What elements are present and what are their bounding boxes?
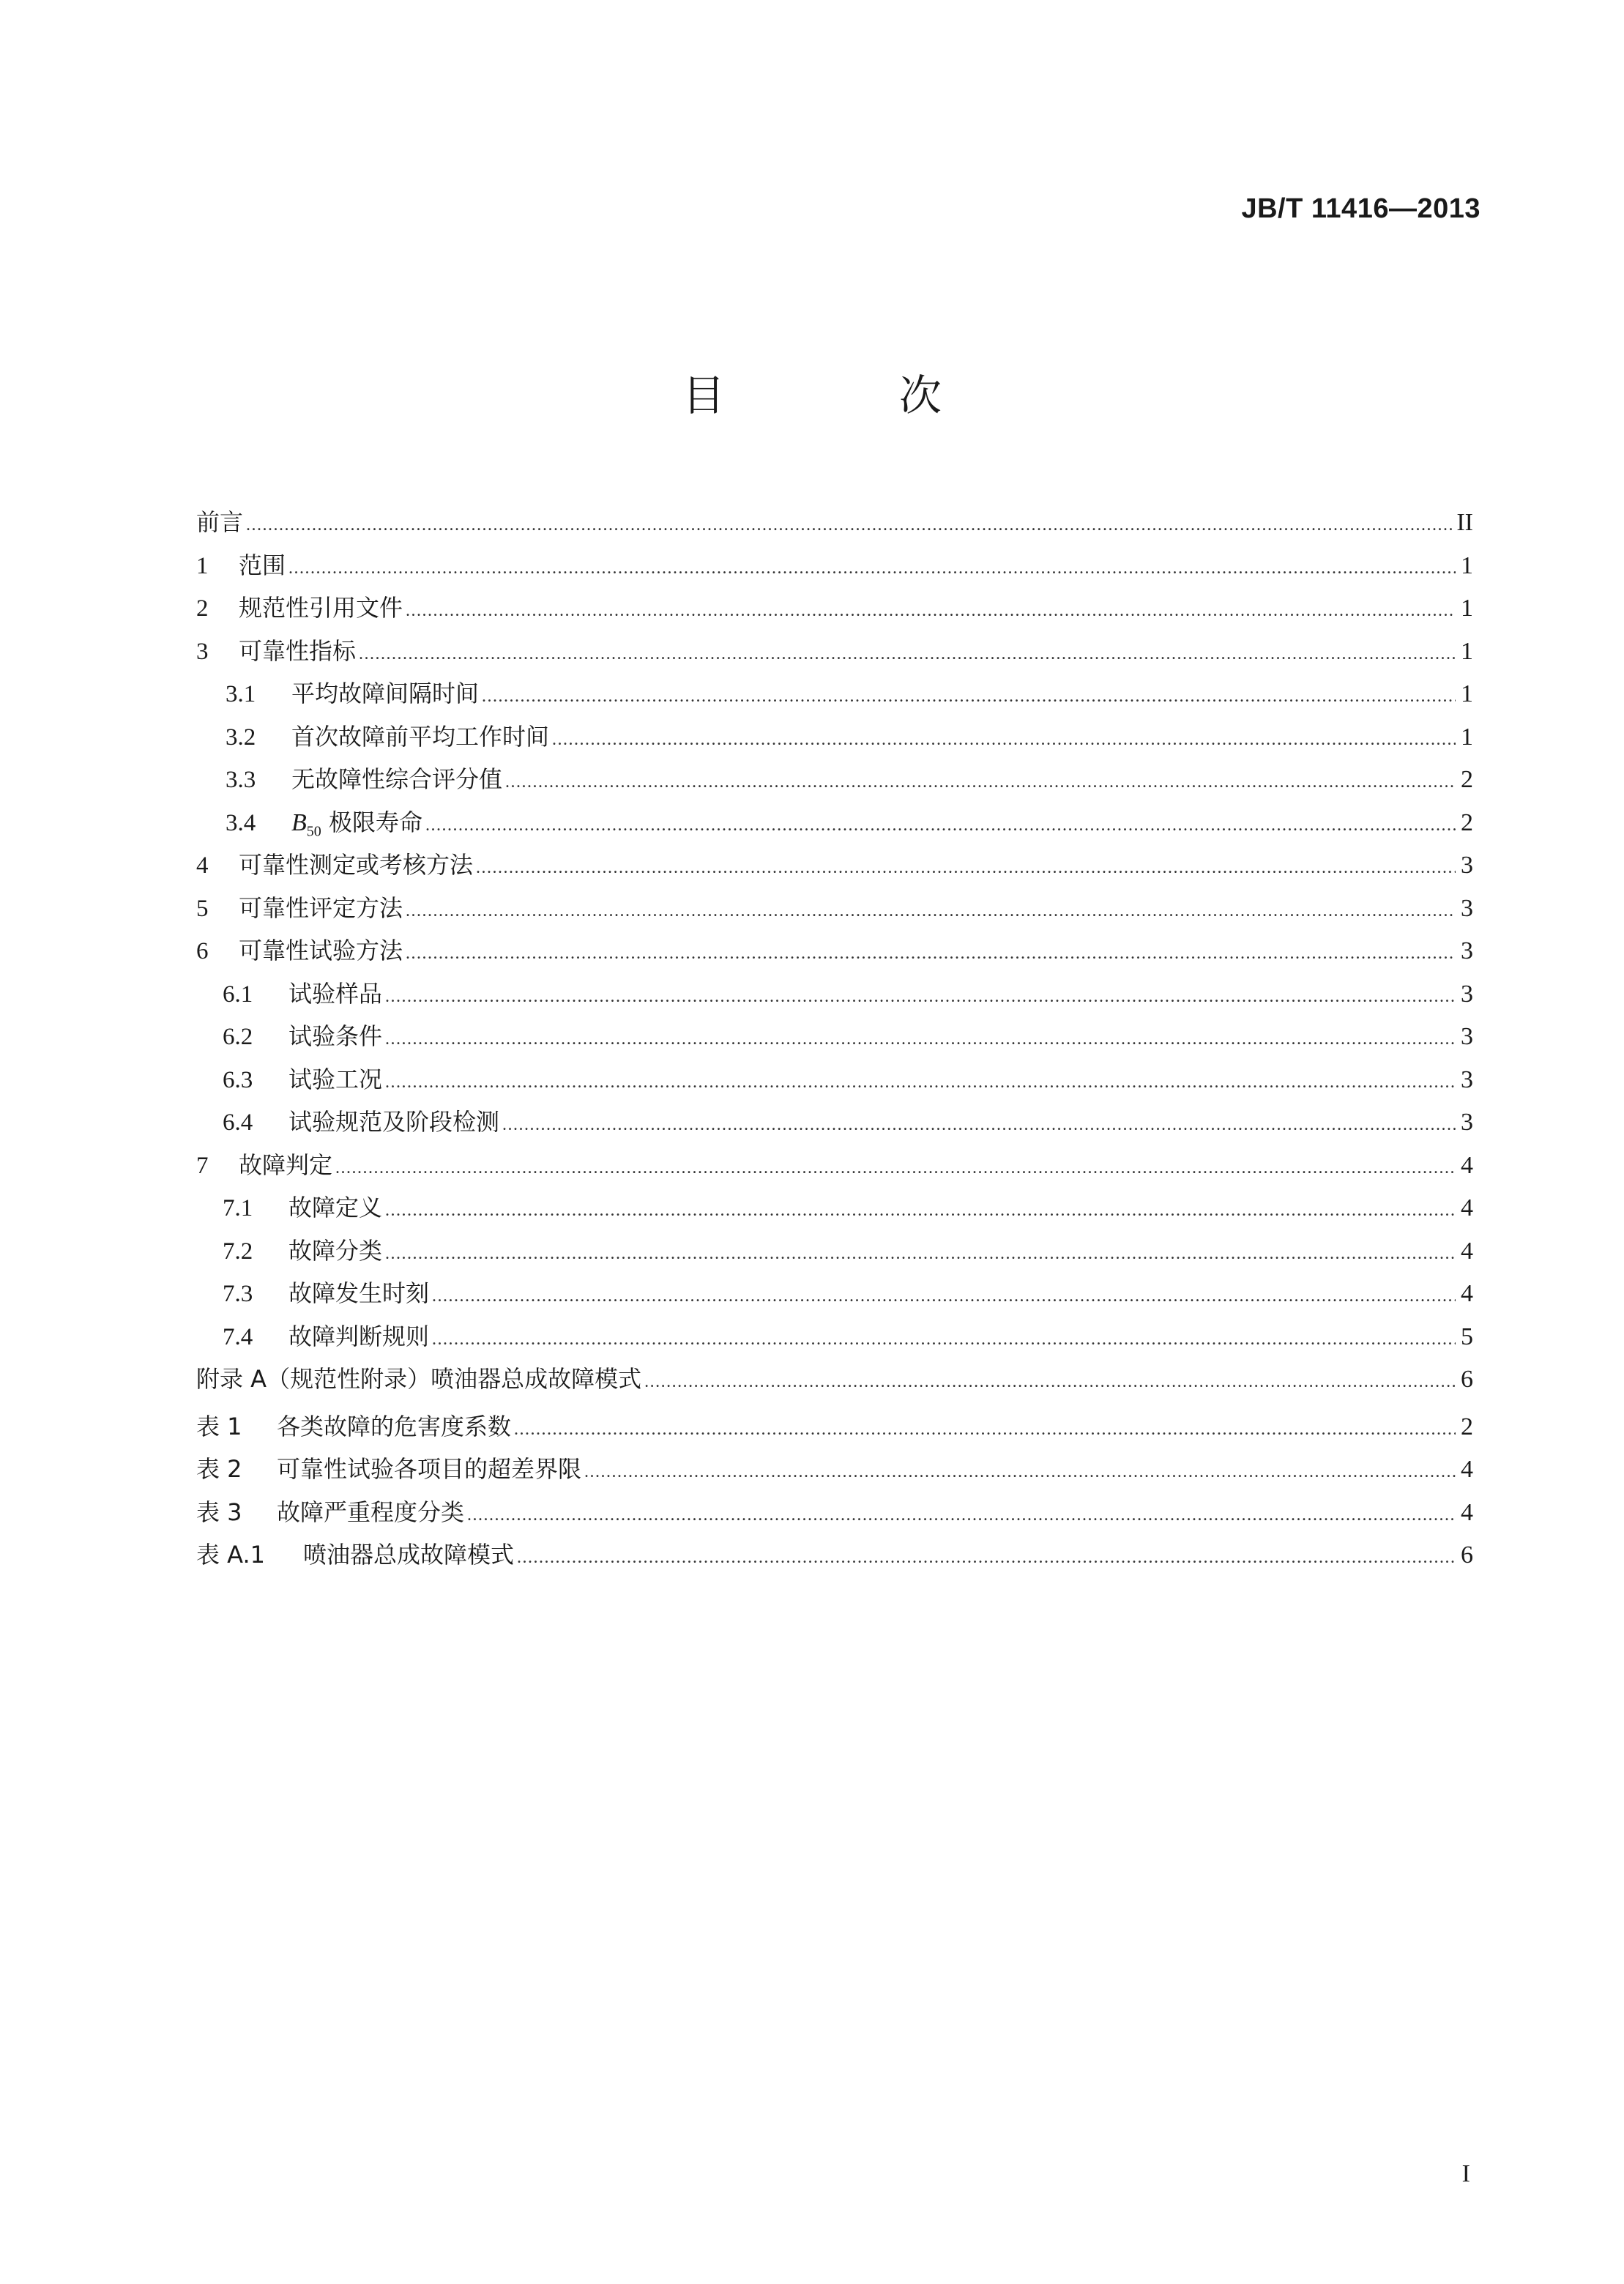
toc-entry-number: 6.1 bbox=[223, 981, 253, 1008]
toc-dot-leader bbox=[467, 1494, 1456, 1536]
toc-dot-leader bbox=[335, 1147, 1456, 1189]
toc-dot-leader bbox=[359, 633, 1456, 675]
toc-entry-table-2[interactable] bbox=[196, 1448, 1473, 1491]
toc-entry-number: 7 bbox=[196, 1152, 209, 1179]
toc-dot-leader bbox=[406, 890, 1456, 932]
toc-entry-3[interactable] bbox=[196, 630, 1473, 673]
toc-entry-label: 故障定义 bbox=[288, 1194, 383, 1221]
toc-entry-label: 附录 A（规范性附录）喷油器总成故障模式 bbox=[196, 1365, 642, 1393]
toc-entry-6-2[interactable] bbox=[196, 1015, 1473, 1058]
toc-entry-7[interactable] bbox=[196, 1144, 1473, 1187]
toc-entry-page: 4 bbox=[1461, 1280, 1473, 1307]
toc-dot-leader bbox=[517, 1536, 1456, 1579]
toc-entry-table-3[interactable] bbox=[196, 1491, 1473, 1534]
toc-entry-label: 故障分类 bbox=[288, 1236, 383, 1265]
toc-entry-7-4[interactable] bbox=[196, 1315, 1473, 1358]
toc-entry-number: 4 bbox=[196, 852, 209, 879]
toc-entry-2[interactable] bbox=[196, 587, 1473, 630]
toc-entry-page: 1 bbox=[1461, 723, 1473, 751]
toc-entry-page: 3 bbox=[1461, 1023, 1473, 1050]
toc-entry-label: 首次故障前平均工作时间 bbox=[291, 722, 550, 751]
toc-dot-leader bbox=[288, 547, 1456, 589]
toc-entry-number: 3.1 bbox=[226, 681, 256, 707]
toc-entry-page: 4 bbox=[1461, 1151, 1473, 1179]
toc-entry-6-3[interactable] bbox=[196, 1058, 1473, 1101]
toc-entry-number: 6.3 bbox=[223, 1066, 253, 1093]
toc-entry-7-2[interactable] bbox=[196, 1230, 1473, 1273]
toc-entry-appendix-a[interactable] bbox=[196, 1358, 1473, 1401]
toc-entry-page: 6 bbox=[1461, 1366, 1473, 1393]
toc-entry-page: 3 bbox=[1461, 980, 1473, 1008]
document-code: JB/T 11416—2013 bbox=[1241, 193, 1480, 224]
toc-entry-page: 2 bbox=[1461, 808, 1473, 836]
toc-entry-label: 试验规范及阶段检测 bbox=[288, 1108, 500, 1136]
toc-entry-page: 3 bbox=[1461, 894, 1473, 922]
toc-entry-number: 7.4 bbox=[223, 1323, 253, 1350]
page-number: I bbox=[1461, 2160, 1470, 2187]
toc-entry-number: 7.1 bbox=[223, 1195, 253, 1221]
toc-dot-leader bbox=[385, 1061, 1456, 1104]
toc-dot-leader bbox=[552, 718, 1456, 761]
toc-entry-label: 可靠性试验各项目的超差界限 bbox=[277, 1455, 582, 1483]
toc-entry-foreword[interactable] bbox=[196, 501, 1473, 544]
toc-dot-leader bbox=[385, 1018, 1456, 1060]
toc-entry-number: 3.3 bbox=[226, 767, 256, 793]
toc-entry-3-1[interactable] bbox=[196, 672, 1473, 715]
toc-dot-leader bbox=[482, 675, 1456, 718]
toc-entry-label: 可靠性评定方法 bbox=[239, 893, 403, 922]
toc-entry-1[interactable] bbox=[196, 544, 1473, 587]
toc-dot-leader bbox=[425, 804, 1456, 847]
toc-dot-leader bbox=[385, 975, 1456, 1018]
toc-entry-label: 范围 bbox=[239, 551, 286, 579]
toc-entry-label: 各类故障的危害度系数 bbox=[277, 1412, 512, 1440]
toc-entry-page: 5 bbox=[1461, 1323, 1473, 1350]
toc-entry-5[interactable] bbox=[196, 887, 1473, 930]
toc-entry-number: 6 bbox=[196, 938, 209, 964]
toc-entry-page: 4 bbox=[1461, 1194, 1473, 1221]
toc-entry-label: 无故障性综合评分值 bbox=[291, 765, 503, 793]
toc-dot-leader bbox=[385, 1232, 1456, 1275]
toc-dot-leader bbox=[432, 1318, 1456, 1361]
toc-entry-number: 2 bbox=[196, 595, 209, 622]
toc-dot-leader bbox=[505, 761, 1456, 803]
toc-entry-number: 3.4 bbox=[226, 809, 256, 836]
toc-entry-table-1[interactable] bbox=[196, 1405, 1473, 1448]
toc-entry-page: 1 bbox=[1461, 551, 1473, 579]
toc-entry-number: 7.2 bbox=[223, 1238, 253, 1265]
toc-entry-label: 试验样品 bbox=[288, 979, 383, 1008]
toc-dot-leader bbox=[502, 1104, 1456, 1146]
toc-entry-number: 1 bbox=[196, 552, 209, 579]
toc-entry-page: 4 bbox=[1461, 1498, 1473, 1526]
toc-entry-page: 2 bbox=[1461, 1413, 1473, 1440]
toc-entry-number: 表 A.1 bbox=[196, 1541, 266, 1569]
toc-dot-leader bbox=[406, 932, 1456, 975]
toc-entry-table-a-1[interactable] bbox=[196, 1533, 1473, 1577]
toc-entry-label: 喷油器总成故障模式 bbox=[303, 1541, 515, 1569]
toc-entry-page: 6 bbox=[1461, 1541, 1473, 1569]
toc-entry-page: 1 bbox=[1461, 595, 1473, 622]
toc-entry-number: 3 bbox=[196, 638, 209, 665]
toc-entry-label: 故障判断规则 bbox=[288, 1322, 430, 1350]
toc-entry-6-4[interactable] bbox=[196, 1101, 1473, 1144]
toc-entry-label: 故障发生时刻 bbox=[288, 1279, 430, 1307]
toc-entry-6[interactable] bbox=[196, 929, 1473, 972]
toc-entry-label: 可靠性指标 bbox=[239, 636, 357, 665]
toc-entry-label-text: 极限寿命 bbox=[328, 808, 422, 836]
toc-entry-label: 平均故障间隔时间 bbox=[291, 680, 480, 707]
toc-entry-4[interactable] bbox=[196, 844, 1473, 887]
toc-entry-label: 规范性引用文件 bbox=[239, 594, 403, 622]
toc-entry-number: 3.2 bbox=[226, 723, 256, 751]
toc-entry-page: 3 bbox=[1461, 937, 1473, 964]
toc-entry-3-2[interactable] bbox=[196, 715, 1473, 759]
toc-dot-leader bbox=[514, 1408, 1456, 1451]
toc-dot-leader bbox=[644, 1361, 1456, 1403]
toc-entry-number: 7.3 bbox=[223, 1281, 253, 1307]
table-of-contents bbox=[196, 501, 1473, 1577]
toc-dot-leader bbox=[385, 1189, 1456, 1232]
toc-entry-number: 表 1 bbox=[196, 1412, 242, 1440]
toc-entry-label-subscript: 50 bbox=[306, 822, 321, 839]
toc-dot-leader bbox=[246, 504, 1453, 546]
toc-entry-page: II bbox=[1456, 509, 1473, 536]
toc-entry-page: 1 bbox=[1461, 637, 1473, 665]
toc-entry-number: 5 bbox=[196, 895, 209, 922]
toc-entry-label: 可靠性测定或考核方法 bbox=[239, 851, 474, 879]
toc-entry-number: 6.2 bbox=[223, 1024, 253, 1050]
toc-entry-number: 表 3 bbox=[196, 1498, 242, 1526]
toc-entry-page: 4 bbox=[1461, 1456, 1473, 1483]
toc-dot-leader bbox=[584, 1451, 1456, 1493]
toc-entry-page: 3 bbox=[1461, 1065, 1473, 1093]
toc-entry-7-1[interactable] bbox=[196, 1186, 1473, 1230]
toc-dot-leader bbox=[476, 847, 1456, 889]
toc-entry-label: 故障严重程度分类 bbox=[277, 1498, 465, 1526]
toc-entry-page: 2 bbox=[1461, 766, 1473, 793]
toc-entry-page: 1 bbox=[1461, 680, 1473, 707]
toc-dot-leader bbox=[432, 1275, 1456, 1317]
toc-entry-page: 3 bbox=[1461, 1109, 1473, 1136]
toc-entry-number: 6.4 bbox=[223, 1109, 253, 1136]
toc-entry-number: 表 2 bbox=[196, 1455, 242, 1483]
toc-entry-3-4[interactable] bbox=[196, 801, 1473, 844]
toc-dot-leader bbox=[406, 589, 1456, 632]
toc-entry-label: 试验工况 bbox=[288, 1065, 383, 1093]
toc-entry-page: 4 bbox=[1461, 1237, 1473, 1265]
toc-entry-7-3[interactable] bbox=[196, 1272, 1473, 1315]
toc-entry-label: 可靠性试验方法 bbox=[239, 937, 403, 964]
toc-entry-3-3[interactable] bbox=[196, 758, 1473, 801]
page-title: 目 次 bbox=[682, 371, 1007, 420]
toc-entry-6-1[interactable] bbox=[196, 972, 1473, 1016]
toc-entry-label: 试验条件 bbox=[288, 1022, 383, 1050]
toc-entry-label-symbol: B bbox=[291, 808, 307, 836]
toc-entry-label: 故障判定 bbox=[239, 1150, 333, 1179]
toc-entry-label: 前言 bbox=[196, 508, 244, 536]
toc-entry-page: 3 bbox=[1461, 852, 1473, 879]
